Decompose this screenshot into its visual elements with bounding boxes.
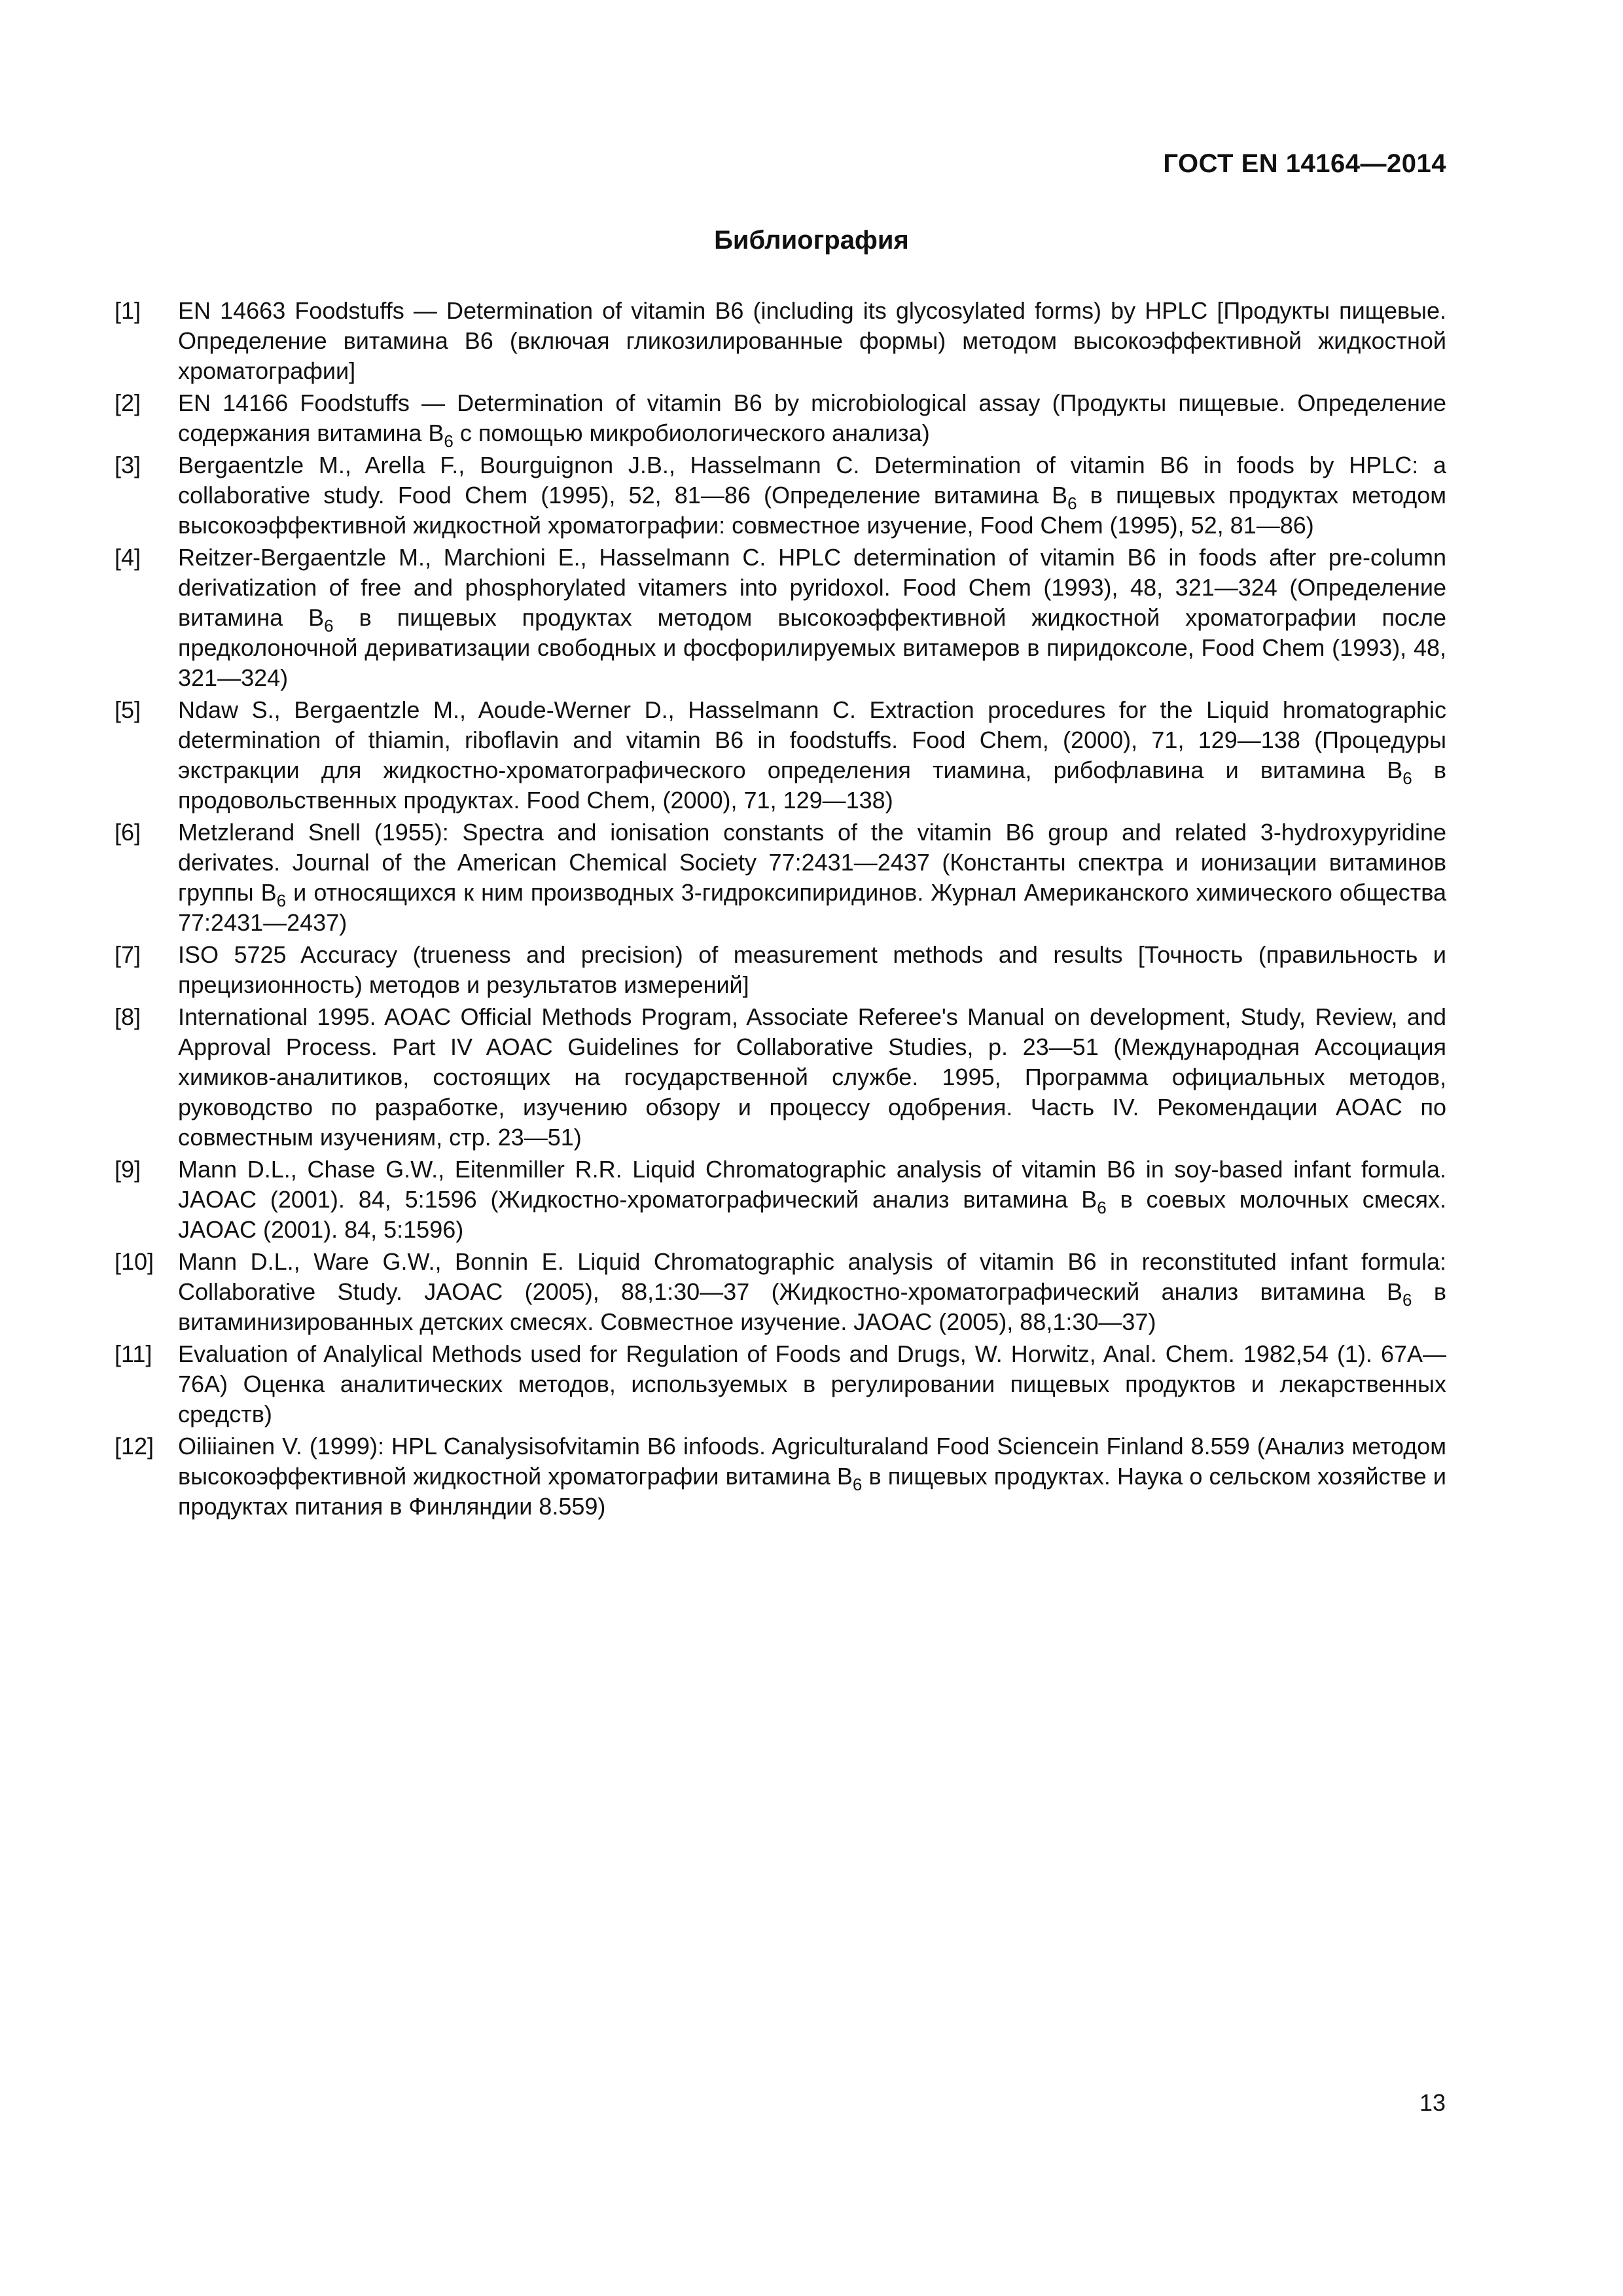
entry-text-part: Metzlerand Snell (1955): Spectra and ionisation constants of the vitamin B6 group and related 3-hydroxypyridine derivates. Journal of the American Chemical Society 77:2431—2437 (Константы спектра и ионизации витаминов группы B (178, 819, 1446, 906)
entry-text-part: EN 14166 Foodstuffs — Determination of vitamin B6 by microbiological assay (Продукты пищевые. Определение содержания витамина B (178, 389, 1446, 446)
bibliography-entry (115, 1155, 1446, 1245)
entry-number: [1] (115, 297, 141, 324)
bibliography-entry (115, 1002, 1446, 1153)
entry-text (178, 450, 1446, 541)
subscript: 6 (324, 616, 334, 636)
entry-number: [8] (115, 1003, 141, 1030)
entry-text (178, 296, 1446, 386)
subscript: 6 (1097, 1198, 1107, 1217)
entry-text (178, 940, 1446, 1000)
bibliography-entry (115, 450, 1446, 541)
entry-text-part: в пищевых продуктах методом высокоэффективной жидкостной хроматографии после предколоночной дериватизации свободных и фосфорилируемых витамеров в пиридоксоле, Food Chem (1993), 48, 321—324) (178, 604, 1446, 691)
bibliography-entry (115, 940, 1446, 1000)
entry-text-part: ISO 5725 Accuracy (trueness and precision) of measurement methods and results [Точность (правильность и прецизионность) методов и результатов измерений] (178, 941, 1446, 998)
bibliography-entry (115, 543, 1446, 693)
bibliography-entry (115, 388, 1446, 451)
entry-number: [10] (115, 1248, 154, 1275)
subscript: 6 (1402, 768, 1412, 788)
entry-text-part: в пищевых продуктах. Наука о сельском хозяйстве и продуктах питания в Финляндии 8.559) (178, 1463, 1446, 1520)
subscript: 6 (276, 891, 287, 910)
entry-text-part: Reitzer-Bergaentzle M., Marchioni E., Hasselmann C. HPLC determination of vitamin B6 in foods after pre-column derivatization of free and phosphorylated vitamers into pyridoxol. Food Chem (1993), 48, 321—324 (Определение витамина B (178, 544, 1446, 631)
entry-number: [2] (115, 389, 141, 416)
entry-text (178, 1155, 1446, 1245)
entry-text-part: и относящихся к ним производных 3-гидроксипиридинов. Журнал Американского химического общества 77:2431—2437) (178, 879, 1447, 936)
entry-number: [7] (115, 941, 141, 968)
bibliography-entry (115, 1339, 1446, 1429)
entry-text-part: Evaluation of Analylical Methods used for Regulation of Foods and Drugs, W. Horwitz, Anal. Chem. 1982,54 (1). 67A—76A) Оценка аналитических методов, используемых в регулировании пищевых продуктов и лекарственных средств) (178, 1340, 1446, 1427)
entry-number: [3] (115, 452, 141, 478)
entry-number: [12] (115, 1433, 154, 1460)
entry-text-part: Bergaentzle M., Arella F., Bourguignon J.B., Hasselmann C. Determination of vitamin B6 in foods by HPLC: a collaborative study. Food Chem (1995), 52, 81—86 (Определение витамина B (178, 452, 1446, 509)
entry-number: [5] (115, 696, 141, 723)
subscript: 6 (444, 431, 454, 451)
bibliography-entry (115, 695, 1446, 816)
section-title: Библиография (714, 226, 909, 255)
entry-text-part: в витаминизированных детских смесях. Совместное изучение. JAOAC (2005), 88,1:30—37) (178, 1278, 1446, 1335)
entry-text-part: в продовольственных продуктах. Food Chem, (2000), 71, 129—138) (178, 757, 1446, 814)
subscript: 6 (1402, 1290, 1412, 1310)
entry-text (178, 817, 1446, 938)
entry-text-part: в пищевых продуктах методом высокоэффективной жидкостной хроматографии: совместное изучение, Food Chem (1995), 52, 81—86) (178, 482, 1446, 539)
subscript: 6 (852, 1475, 863, 1494)
bibliography-entry (115, 1431, 1446, 1522)
entry-text (178, 388, 1446, 451)
bibliography-entry (115, 296, 1446, 386)
entry-text-part: с помощью микробиологического анализа) (453, 420, 930, 446)
subscript: 6 (1067, 493, 1077, 513)
entry-text (178, 695, 1446, 816)
entry-text-part: Ndaw S., Bergaentzle M., Aoude-Werner D., Hasselmann C. Extraction procedures for the Liquid hromatographic determination of thiamin, riboflavin and vitamin B6 in foodstuffs. Food Chem, (2000), 71, 129—138 (Процедуры экстракции для жидкостно-хроматографического определения тиамина, рибофлавина и витамина B (178, 696, 1446, 783)
bibliography-entry (115, 1247, 1446, 1337)
entry-number: [9] (115, 1156, 141, 1183)
entry-text-part: в соевых молочных смесях. JAOAC (2001). 84, 5:1596) (178, 1186, 1447, 1243)
entry-text-part: Mann D.L., Chase G.W., Eitenmiller R.R. Liquid Chromatographic analysis of vitamin B6 in soy-based infant formula. JAOAC (2001). 84, 5:1596 (Жидкостно-хроматографический анализ витамина B (178, 1156, 1446, 1213)
bibliography-entry (115, 817, 1446, 938)
entry-text-part: Oiliiainen V. (1999): HPL Canalysisofvitamin B6 infoods. Agriculturaland Food Sciencein Finland 8.559 (Анализ методом высокоэффективной жидкостной хроматографии витамина B (178, 1433, 1446, 1490)
entry-text (178, 543, 1446, 693)
document-code: ГОСТ EN 14164—2014 (1163, 149, 1446, 178)
entry-number: [4] (115, 544, 141, 571)
entry-number: [6] (115, 819, 141, 846)
entry-number: [11] (115, 1340, 152, 1367)
bibliography-list (115, 296, 1446, 1524)
entry-text-part: Mann D.L., Ware G.W., Bonnin E. Liquid Chromatographic analysis of vitamin B6 in reconstituted infant formula: Collaborative Study. JAOAC (2005), 88,1:30—37 (Жидкостно-хроматографический анализ витамина B (178, 1248, 1446, 1305)
entry-text (178, 1431, 1446, 1522)
entry-text (178, 1002, 1446, 1153)
entry-text (178, 1339, 1446, 1429)
entry-text (178, 1247, 1446, 1337)
page-number: 13 (1419, 2089, 1446, 2116)
entry-text-part: International 1995. AOAC Official Methods Program, Associate Referee's Manual on development, Study, Review, and Approval Process. Part IV AOAC Guidelines for Collaborative Studies, p. 23—51 (Международная Ассоциация химиков-аналитиков, состоящих на государственной службе. 1995, Программа официальных методов, руководство по разработке, изучению обзору и процессу одобрения. Часть IV. Рекомендации AOAC по совместным изучениям, стр. 23—51) (178, 1003, 1446, 1151)
entry-text-part: EN 14663 Foodstuffs — Determination of vitamin B6 (including its glycosylated forms) by HPLC [Продукты пищевые. Определение витамина B6 (включая гликозилированные формы) методом высокоэффективной жидкостной хроматографии] (178, 297, 1446, 384)
